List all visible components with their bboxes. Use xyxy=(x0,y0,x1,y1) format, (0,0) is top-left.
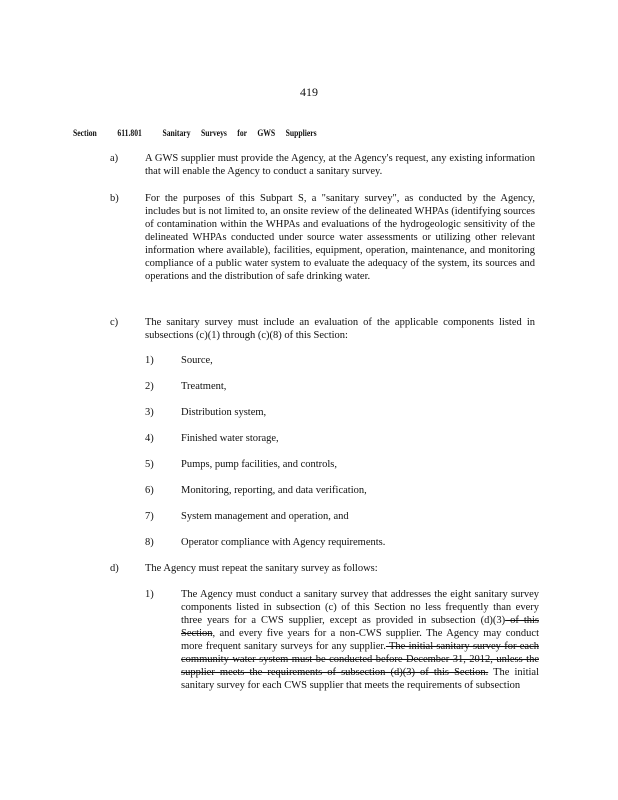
item-c-sub8-label: 8) xyxy=(145,537,154,548)
item-d-sub1-struck2: The initial sanitary survey for each community water system must be conducted before December 31, 2012, unless the supplier meets the requirements of subsection (d)(3) of this Section. xyxy=(181,641,539,678)
item-c-sub1-text: Source, xyxy=(181,355,213,366)
item-d-label: d) xyxy=(110,563,119,574)
item-c-label: c) xyxy=(110,317,119,328)
item-c-sub8-text: Operator compliance with Agency requirements. xyxy=(181,537,386,548)
item-c-text: The sanitary survey must include an evaluation of the applicable components listed in subsections (c)(1) through (c)(8) of this Section: xyxy=(145,317,535,341)
item-d-sub1-part3: The initial sanitary survey for each CWS supplier that meets the requirements of subsection xyxy=(181,667,539,691)
item-a-label: a) xyxy=(110,153,119,164)
item-d-sub1-label: 1) xyxy=(145,589,154,600)
item-c-sub2-text: Treatment, xyxy=(181,381,227,392)
item-d-sub1-part1: The Agency must conduct a sanitary survey that addresses the eight sanitary survey components listed in subsection (c) of this Section no less frequently than every three years for a CWS supplier, except as provided in subsection (d)(3) xyxy=(181,589,539,626)
item-c-sub7-text: System management and operation, and xyxy=(181,511,349,522)
item-c-sub5-label: 5) xyxy=(145,459,154,470)
item-d-sub1-part2: , and every five years for a non-CWS supplier. The Agency may conduct more frequent sanitary surveys for any supplier. xyxy=(181,628,539,652)
item-c-sub1-label: 1) xyxy=(145,355,154,366)
item-c-sub6-label: 6) xyxy=(145,485,154,496)
item-a-text: A GWS supplier must provide the Agency, at the Agency's request, any existing information that will enable the Agency to conduct a sanitary survey. xyxy=(145,153,535,177)
section-heading xyxy=(73,127,327,140)
item-c-sub6-text: Monitoring, reporting, and data verification, xyxy=(181,485,367,496)
item-d-sub1-struck1: of this Section xyxy=(181,615,539,639)
item-c-sub2-label: 2) xyxy=(145,381,154,392)
item-d-sub1-text xyxy=(181,588,539,692)
page-number: 419 xyxy=(300,85,318,99)
section-number: 611.801 xyxy=(117,128,142,138)
item-c-sub3-label: 3) xyxy=(145,407,154,418)
item-c-sub4-text: Finished water storage, xyxy=(181,433,279,444)
item-d-text: The Agency must repeat the sanitary survey as follows: xyxy=(145,563,378,574)
item-c-sub7-label: 7) xyxy=(145,511,154,522)
section-word: Section xyxy=(73,128,97,138)
item-b-label: b) xyxy=(110,193,119,204)
item-b-text: For the purposes of this Subpart S, a "sanitary survey", as conducted by the Agency, includes but is not limited to, an onsite review of the delineated WHPAs (identifying sources of contamination within the WHPAs and evaluations of the hydrogeologic sensitivity of the delineated WHPAs conducted under source water assessments or utilizing other relevant information where available), facilities, equipment, operation, maintenance, and monitoring compliance of a public water system to evaluate the adequacy of the system, its sources and operations and the distribution of safe drinking water. xyxy=(145,193,535,282)
item-c-sub5-text: Pumps, pump facilities, and controls, xyxy=(181,459,338,470)
item-c-sub4-label: 4) xyxy=(145,433,154,444)
item-c-sub3-text: Distribution system, xyxy=(181,407,267,418)
section-title: Sanitary Surveys for GWS Suppliers xyxy=(162,128,317,138)
